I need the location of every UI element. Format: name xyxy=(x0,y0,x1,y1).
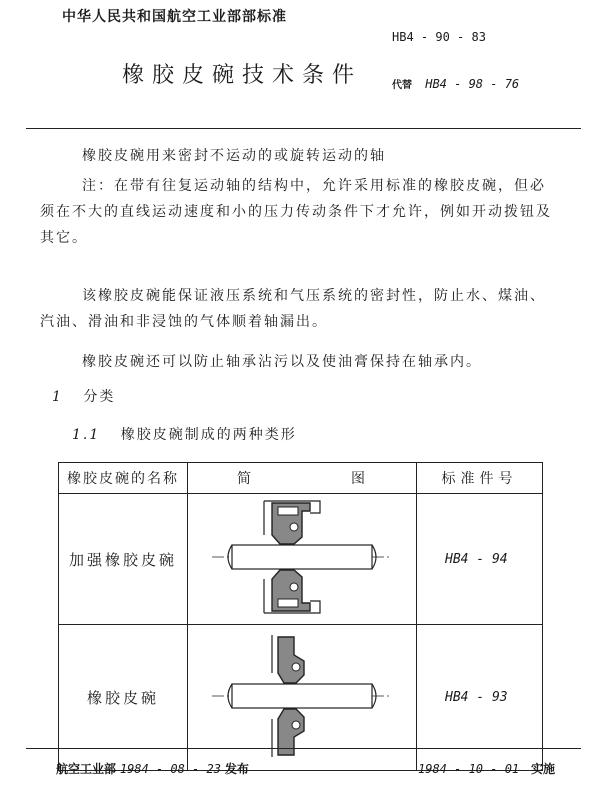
paragraph-bearing: 橡胶皮碗还可以防止轴承沾污以及使油膏保持在轴承内。 xyxy=(82,354,482,370)
row-code-plain: HB4 - 93 xyxy=(417,625,543,771)
section-1-1-title: 橡胶皮碗制成的两种类形 xyxy=(120,427,297,443)
row-name-plain: 橡胶皮碗 xyxy=(59,625,188,771)
section-1-1-number: 1.1 xyxy=(72,427,101,443)
footer-issue-action: 发布 xyxy=(224,762,249,776)
header-figure-right: 图 xyxy=(351,471,367,487)
figure-reinforced-seal xyxy=(188,494,417,625)
footer-rule xyxy=(26,748,581,749)
types-table xyxy=(58,462,543,771)
section-1-number: 1 xyxy=(52,389,63,405)
table-row xyxy=(59,494,543,625)
issuing-organization: 中华人民共和国航空工业部部标准 xyxy=(62,9,287,25)
table-header-row xyxy=(59,463,543,494)
footer-issue-date: 1984 - 08 - 23 xyxy=(119,762,221,776)
document-title: 橡胶皮碗技术条件 xyxy=(122,63,363,88)
row-code-reinforced: HB4 - 94 xyxy=(417,494,543,625)
footer-effective-action: 实施 xyxy=(530,762,555,776)
footer-issuer: 航空工业部 xyxy=(56,762,117,776)
header-figure xyxy=(188,463,417,494)
header-name: 橡胶皮碗的名称 xyxy=(59,463,188,494)
section-1-title: 分类 xyxy=(83,389,116,405)
header-code: 标准件号 xyxy=(417,463,543,494)
plain-seal-drawing xyxy=(202,631,402,761)
paragraph-sealing: 该橡胶皮碗能保证液压系统和气压系统的密封性，防止水、煤油、汽油、滑油和非浸蚀的气体顺着轴漏出。 xyxy=(40,288,546,330)
reinforced-seal-drawing xyxy=(202,497,402,617)
row-name-reinforced: 加强橡胶皮碗 xyxy=(59,494,188,625)
footer-effective xyxy=(418,760,555,777)
replaces-code: HB4 - 98 - 76 xyxy=(425,77,520,91)
footer-issued xyxy=(56,760,249,777)
footer-effective-date: 1984 - 10 - 01 xyxy=(418,762,520,776)
replaces-label: 代替 xyxy=(392,80,412,91)
header-rule xyxy=(26,128,581,129)
section-1-1-heading xyxy=(72,424,297,444)
standard-code: HB4 - 90 - 83 xyxy=(392,30,486,44)
paragraph-purpose: 橡胶皮碗用来密封不运动的或旋转运动的轴 xyxy=(82,148,386,164)
header-figure-left: 简 xyxy=(237,471,253,487)
replaces-line xyxy=(392,76,519,91)
paragraph-note: 注：在带有往复运动轴的结构中，允许采用标准的橡胶皮碗，但必须在不大的直线运动速度和小的压力传动条件下才允许，例如开动拨钮及其它。 xyxy=(40,178,552,246)
section-1-heading xyxy=(52,386,115,406)
